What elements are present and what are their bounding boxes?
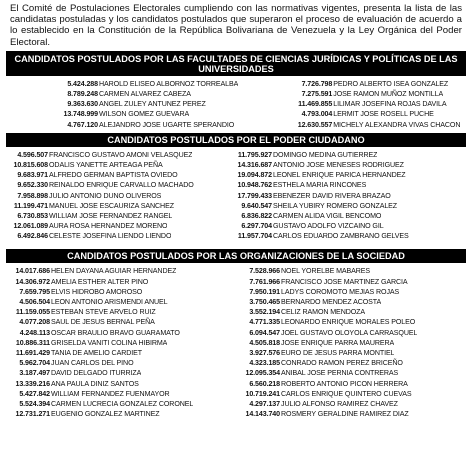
- candidate-name: TANIA DE AMELIO CARDIET: [51, 348, 142, 357]
- candidate-row: [6, 389, 236, 399]
- section-title-sociedad: CANDIDATOS POSTULADOS POR LAS ORGANIZACIONES DE LA SOCIEDAD: [6, 249, 466, 263]
- candidate-name: JOSE ENRIQUE PARRA MAURERA: [281, 338, 395, 347]
- candidate-name: JUAN CARLOS DEL PINO: [51, 359, 134, 368]
- candidate-name: CARMEN ALVAREZ CABEZA: [99, 90, 191, 98]
- candidate-id: 5.427.842: [19, 389, 50, 398]
- candidate-row: [6, 150, 236, 160]
- intro-paragraph: El Comité de Postulaciones Electorales cumpliendo con las normativas vigentes, presenta la lista de las candidatas postuladas y los candidatos postulados que superaron el proceso de evaluación de acuerdo a lo establecido en la Constitución de la República Bolivariana de Venezuela y la Ley Orgánica del Poder Electoral.: [10, 3, 462, 48]
- candidate-row: [6, 399, 236, 409]
- candidate-row: [6, 307, 236, 317]
- candidate-id: 7.726.798: [301, 79, 333, 88]
- candidate-id: 5.524.394: [19, 399, 50, 408]
- candidate-name: JULIO ANTONIO DUNO OLIVEROS: [49, 191, 162, 200]
- candidate-row: [6, 201, 236, 211]
- candidate-name: CARLOS ENRIQUE QUINTERO CUEVAS: [281, 389, 412, 398]
- candidate-name: CELIZ RAMON MENDOZA: [281, 308, 366, 317]
- left-column: [6, 266, 236, 419]
- candidate-name: LEONEL ENRIQUE PARICA HERNANDEZ: [273, 171, 406, 180]
- candidate-name: LEONARDO ENRIQUE MORALES POLEO: [281, 318, 416, 327]
- candidate-id: 9.652.330: [17, 181, 48, 190]
- candidate-id: 4.793.004: [301, 110, 333, 119]
- candidate-id: 10.886.311: [15, 338, 50, 347]
- candidate-name: JOSE RAMON MUÑOZ MONTILLA: [333, 90, 444, 98]
- candidate-name: ODALIS YANETTE ARTEAGA PEÑA: [49, 160, 163, 169]
- candidate-id: 12.630.557: [297, 120, 333, 129]
- candidate-name: EUGENIO GONZALEZ MARTINEZ: [51, 410, 160, 419]
- candidate-row: [236, 328, 466, 338]
- candidate-row: [236, 399, 466, 409]
- candidate-row: [6, 317, 236, 327]
- candidate-row: [6, 287, 236, 297]
- candidate-id: 13.339.216: [15, 379, 50, 388]
- candidate-row: [240, 99, 466, 109]
- candidate-row: [6, 89, 238, 99]
- candidate-row: [236, 317, 466, 327]
- candidate-name: SHEILA YUBIRY ROMERO GONZALEZ: [273, 201, 398, 210]
- candidate-id: 4.505.818: [249, 338, 280, 347]
- candidate-row: [240, 120, 466, 130]
- candidate-name: ANIBAL JOSE PERNIA CONTRERAS: [281, 369, 399, 378]
- candidate-id: 10.815.608: [13, 160, 48, 169]
- candidate-name: REINALDO ENRIQUE CARVALLO MACHADO: [49, 181, 194, 190]
- candidate-name: MICHELY ALEXANDRA VIVAS CHACON: [333, 120, 461, 129]
- candidate-id: 7.528.966: [249, 267, 280, 276]
- candidate-id: 14.306.972: [15, 277, 50, 286]
- candidate-row: [240, 109, 466, 119]
- candidate-id: 6.492.846: [17, 232, 48, 241]
- candidate-id: 14.017.686: [15, 267, 50, 276]
- candidate-id: 6.560.218: [249, 379, 280, 388]
- candidate-name: ANTONIO JOSE MENESES RODRIGUEZ: [273, 160, 404, 169]
- candidate-id: 12.731.271: [15, 410, 50, 419]
- candidate-name: ROSMERY GERALDINE RAMIREZ DIAZ: [281, 410, 409, 419]
- candidate-id: 4.248.113: [19, 328, 50, 337]
- candidate-name: EBENEZER DAVID RIVERA BRAZAO: [273, 191, 391, 200]
- candidate-id: 14.143.740: [245, 410, 280, 419]
- candidate-row: [236, 170, 466, 180]
- candidate-id: 4.323.185: [249, 359, 280, 368]
- left-column: [6, 79, 238, 130]
- candidate-name: ELVIS HIDROBO AMOROSO: [51, 287, 143, 296]
- candidate-name: GRISELDA VANITI COLINA HIBIRMA: [51, 338, 168, 347]
- candidate-row: [236, 368, 466, 378]
- candidate-id: 5.962.704: [19, 359, 50, 368]
- candidate-id: 9.363.630: [67, 100, 98, 109]
- candidate-row: [236, 389, 466, 399]
- candidate-id: 4.077.208: [19, 318, 50, 327]
- candidate-row: [6, 358, 236, 368]
- candidate-id: 3.552.194: [249, 308, 280, 317]
- candidate-row: [6, 99, 238, 109]
- candidate-row: [236, 307, 466, 317]
- candidate-id: 11.691.429: [15, 348, 50, 357]
- candidate-id: 17.799.433: [237, 191, 272, 200]
- candidate-row: [236, 231, 466, 241]
- candidate-row: [236, 348, 466, 358]
- section-sociedad: [6, 249, 466, 419]
- candidate-name: CARMEN LUCRECIA GONZALEZ CORONEL: [51, 399, 194, 408]
- candidate-row: [236, 338, 466, 348]
- candidate-row: [236, 201, 466, 211]
- candidate-row: [6, 109, 238, 119]
- candidate-name: MANUEL JOSE ESCAURIZA SANCHEZ: [49, 201, 174, 210]
- candidate-row: [236, 221, 466, 231]
- candidate-name: ESTEBAN STEVE ARVELO RUIZ: [51, 308, 156, 317]
- candidate-id: 11.795.927: [237, 150, 272, 159]
- candidate-name: WILLIAM FERNANDEZ FUENMAYOR: [51, 389, 170, 398]
- candidate-id: 11.957.704: [237, 232, 272, 241]
- candidate-id: 11.159.055: [15, 308, 50, 317]
- section-poder-ciudadano: [6, 133, 466, 242]
- candidate-row: [236, 358, 466, 368]
- candidate-columns: [6, 266, 466, 419]
- candidate-row: [236, 379, 466, 389]
- section-title-universidades: CANDIDATOS POSTULADOS POR LAS FACULTADES DE CIENCIAS JURÍDICAS Y POLÍTICAS DE LAS UNIVERSIDADES: [6, 51, 466, 76]
- candidate-id: 6.730.853: [17, 211, 48, 220]
- candidate-row: [6, 368, 236, 378]
- candidate-id: 7.950.191: [249, 287, 280, 296]
- candidate-id: 4.506.504: [19, 298, 50, 306]
- candidate-name: EURO DE JESUS PARRA MONTIEL: [281, 348, 395, 357]
- candidate-name: DOMINGO MEDINA GUTIERREZ: [273, 150, 378, 159]
- candidate-row: [236, 287, 466, 297]
- candidate-name: ALFREDO GERMAN BAPTISTA OVIEDO: [49, 171, 178, 180]
- candidate-name: HELEN DAYANA AGUIAR HERNANDEZ: [51, 267, 177, 276]
- candidate-name: FRANCISCO GUSTAVO AMONI VELASQUEZ: [49, 150, 193, 159]
- candidate-name: FRANCISCO JOSE MARTINEZ GARCIA: [281, 277, 408, 286]
- candidate-id: 9.683.971: [17, 171, 48, 180]
- candidate-row: [6, 338, 236, 348]
- candidate-row: [240, 79, 466, 89]
- right-column: [236, 266, 466, 419]
- candidate-row: [6, 79, 238, 89]
- candidate-row: [236, 211, 466, 221]
- candidate-row: [6, 277, 236, 287]
- candidate-id: 6.836.822: [241, 211, 272, 220]
- candidate-id: 6.094.547: [249, 328, 280, 337]
- candidate-id: 9.640.547: [241, 201, 272, 210]
- candidate-name: PEDRO ALBERTO ISEA GONZALEZ: [333, 79, 449, 88]
- candidate-id: 10.719.241: [245, 389, 280, 398]
- candidate-row: [240, 89, 466, 99]
- candidate-id: 11.199.471: [13, 201, 48, 210]
- candidate-id: 19.094.872: [237, 171, 272, 180]
- candidate-id: 3.927.576: [249, 348, 280, 357]
- candidate-name: LEON ANTONIO ARISMENDI ANUEL: [51, 298, 168, 306]
- candidate-id: 7.275.591: [301, 90, 333, 98]
- candidate-row: [236, 277, 466, 287]
- candidate-name: WILLIAM JOSE FERNANDEZ RANGEL: [49, 211, 173, 220]
- candidate-id: 11.469.855: [298, 100, 333, 109]
- candidate-name: ROBERTO ANTONIO PICON HERRERA: [281, 379, 408, 388]
- candidate-row: [236, 180, 466, 190]
- candidate-id: 3.750.465: [249, 298, 280, 306]
- candidate-row: [6, 297, 236, 307]
- candidate-name: ANA PAULA DINIZ SANTOS: [51, 379, 139, 388]
- candidate-name: AURA ROSA HERNANDEZ MORENO: [49, 222, 168, 231]
- candidate-id: 8.789.248: [67, 90, 98, 98]
- candidate-name: LADYS COROMOTO MEJIAS ROJAS: [281, 287, 400, 296]
- candidate-row: [6, 231, 236, 241]
- candidate-id: 12.061.089: [13, 222, 48, 231]
- candidate-name: SAUL DE JESUS BERNAL PEÑA: [51, 318, 155, 327]
- right-column: [238, 79, 466, 130]
- candidate-id: 5.424.288: [67, 79, 98, 88]
- candidate-id: 7.761.966: [249, 277, 280, 286]
- candidate-row: [6, 120, 238, 130]
- candidate-id: 4.297.137: [249, 399, 280, 408]
- candidate-name: NOEL YORELBE MABARES: [281, 267, 371, 276]
- candidate-columns: [6, 150, 466, 242]
- candidate-row: [236, 191, 466, 201]
- candidate-name: CONRADO RAMON PEREZ BRICEÑO: [281, 359, 403, 368]
- candidate-row: [236, 297, 466, 307]
- candidate-columns: [6, 79, 466, 130]
- candidate-id: 12.095.354: [245, 369, 280, 378]
- candidate-row: [236, 266, 466, 276]
- candidate-name: ALEJANDRO JOSE UGARTE SPERANDIO: [99, 120, 235, 129]
- candidate-name: LILIMAR JOSEFINA ROJAS DAVILA: [333, 100, 447, 109]
- candidate-name: BERNARDO MENDEZ ACOSTA: [281, 298, 382, 306]
- candidate-id: 4.771.335: [249, 318, 280, 327]
- candidate-name: CARLOS EDUARDO ZAMBRANO GELVES: [273, 232, 409, 241]
- candidate-name: LERMIT JOSE ROSELL PUCHE: [333, 110, 434, 119]
- candidate-row: [6, 211, 236, 221]
- candidate-id: 6.297.704: [241, 222, 272, 231]
- candidate-name: HAROLD ELISEO ALBORNOZ TORREALBA: [99, 79, 239, 88]
- candidate-name: OSCAR BRAULIO BRAVO GUARAMATO: [51, 328, 180, 337]
- candidate-id: 14.316.687: [237, 160, 272, 169]
- candidate-id: 3.187.497: [19, 369, 50, 378]
- candidate-name: ANGEL ZULEY ANTUNEZ PEREZ: [99, 100, 206, 109]
- candidate-name: CELESTE JOSEFINA LIENDO LIENDO: [49, 232, 172, 241]
- candidate-name: CARMEN ALIDA VIGIL BENCOMO: [273, 211, 382, 220]
- candidate-id: 4.596.507: [17, 150, 48, 159]
- candidate-id: 4.767.120: [67, 120, 98, 129]
- candidate-row: [236, 160, 466, 170]
- candidate-row: [236, 409, 466, 419]
- section-title-poder-ciudadano: CANDIDATOS POSTULADOS POR EL PODER CIUDADANO: [6, 133, 466, 147]
- candidate-id: 7.659.795: [19, 287, 50, 296]
- candidate-row: [6, 191, 236, 201]
- candidate-name: JULIO ALFONSO RAMIREZ CHAVEZ: [281, 399, 398, 408]
- spacer: [0, 241, 472, 249]
- candidate-row: [6, 379, 236, 389]
- candidate-row: [6, 328, 236, 338]
- candidate-id: 7.958.898: [17, 191, 48, 200]
- candidate-id: 13.748.999: [63, 110, 98, 119]
- candidate-id: 10.948.762: [237, 181, 272, 190]
- candidate-row: [6, 160, 236, 170]
- candidate-name: AMELIA ESTHER ALTER PINO: [51, 277, 149, 286]
- candidate-row: [6, 180, 236, 190]
- left-column: [6, 150, 236, 242]
- candidate-name: ESTHELA MARIA RINCONES: [273, 181, 367, 190]
- candidate-name: DAVID DELGADO ITURRIZA: [51, 369, 142, 378]
- right-column: [236, 150, 466, 242]
- candidate-row: [6, 348, 236, 358]
- candidate-name: WILSON GOMEZ GUEVARA: [99, 110, 190, 119]
- candidate-name: JOEL GUSTAVO OLOYOLA CARRASQUEL: [281, 328, 418, 337]
- candidate-row: [236, 150, 466, 160]
- candidate-row: [6, 409, 236, 419]
- candidate-row: [6, 266, 236, 276]
- candidate-row: [6, 221, 236, 231]
- candidate-row: [6, 170, 236, 180]
- candidate-name: GUSTAVO ADOLFO VIZCAINO GIL: [273, 222, 384, 231]
- section-universidades: [6, 51, 466, 130]
